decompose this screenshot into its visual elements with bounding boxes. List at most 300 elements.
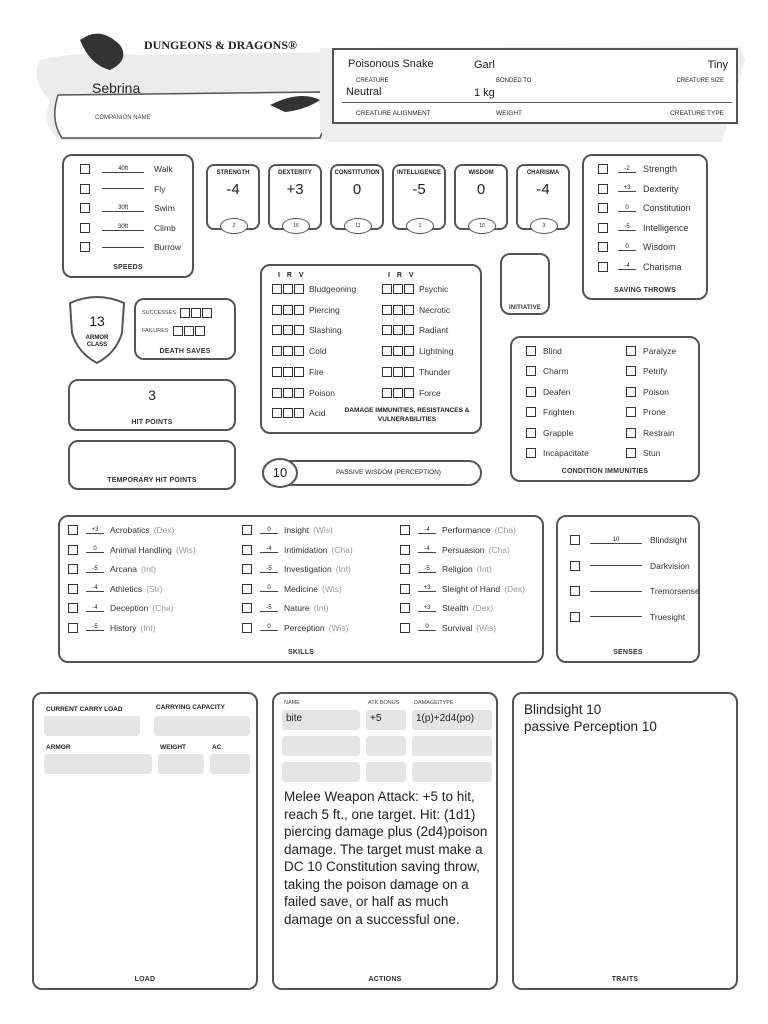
- sense-label: Truesight: [650, 611, 686, 622]
- damage-row: [382, 284, 448, 294]
- action-dmg-header: DAMAGE/TYPE: [414, 700, 454, 706]
- saving-throws-panel: [582, 154, 708, 300]
- save-row: [598, 242, 676, 252]
- save-value[interactable]: 0: [618, 205, 636, 212]
- ability-dexterity: [268, 164, 322, 230]
- save-checkbox[interactable]: [598, 223, 608, 233]
- failures-label: FAILURES: [142, 328, 169, 334]
- skill-checkbox[interactable]: [68, 584, 78, 594]
- skill-label: Religion: [442, 564, 473, 574]
- condition-checkbox[interactable]: [526, 346, 536, 356]
- condition-checkbox[interactable]: [526, 407, 536, 417]
- skill-ability: (Int): [140, 564, 157, 574]
- ability-wisdom: [454, 164, 508, 230]
- skill-row: [242, 603, 329, 613]
- ability-modifier[interactable]: +3: [286, 181, 304, 198]
- condition-checkbox[interactable]: [626, 387, 636, 397]
- type-label: CREATURE TYPE: [670, 110, 724, 117]
- action-dmg-field-2[interactable]: [412, 736, 492, 756]
- ability-charisma: [516, 164, 570, 230]
- hit-points-value[interactable]: 3: [148, 387, 156, 403]
- trait-line-1[interactable]: Blindsight 10: [524, 702, 602, 717]
- ability-score[interactable]: 10: [468, 218, 496, 234]
- save-label: Dexterity: [643, 183, 679, 194]
- bonded-value[interactable]: Garl: [474, 59, 495, 71]
- action-atk-header: ATK BONUS: [368, 700, 400, 706]
- condition-row: [526, 407, 574, 417]
- skill-label: Athletics: [110, 583, 143, 594]
- passive-wisdom-value[interactable]: 10: [262, 458, 298, 488]
- skill-row: [242, 564, 351, 574]
- skill-value[interactable]: 0: [86, 546, 104, 553]
- skill-label: Perception: [284, 622, 325, 633]
- ability-strength: [206, 164, 260, 230]
- action-name-field-3[interactable]: [282, 762, 360, 782]
- armor-class-shield[interactable]: [66, 293, 128, 365]
- ability-score[interactable]: 11: [344, 218, 372, 234]
- skill-ability: (Wis): [476, 622, 497, 633]
- condition-row: [626, 448, 661, 458]
- speed-row: [80, 242, 181, 252]
- trait-line-2[interactable]: passive Perception 10: [524, 719, 657, 734]
- skill-value[interactable]: -4: [86, 585, 104, 592]
- condition-checkbox[interactable]: [526, 366, 536, 376]
- skill-ability: (Cha): [488, 544, 510, 555]
- irv-checkboxes[interactable]: [382, 284, 414, 294]
- irv-checkboxes[interactable]: [272, 408, 304, 418]
- skill-label: Arcana: [110, 564, 137, 574]
- ability-score[interactable]: 3: [530, 218, 558, 234]
- condition-checkbox[interactable]: [526, 448, 536, 458]
- speeds-title: SPEEDS: [113, 264, 143, 271]
- condition-row: [626, 407, 666, 417]
- skill-ability: (Wis): [328, 622, 349, 633]
- skill-ability: (Int): [140, 622, 156, 633]
- ability-modifier[interactable]: 0: [352, 181, 362, 198]
- speed-label: Climb: [154, 222, 176, 233]
- passive-wisdom-bar[interactable]: [262, 460, 482, 486]
- sense-value[interactable]: [590, 565, 642, 566]
- creature-value[interactable]: Poisonous Snake: [348, 58, 434, 70]
- action-dmg-field-3[interactable]: [412, 762, 492, 782]
- condition-row: [526, 366, 569, 376]
- sense-label: Blindsight: [650, 535, 687, 545]
- irv-checkboxes[interactable]: [382, 346, 414, 356]
- skill-ability: (Int): [476, 564, 492, 574]
- ability-name: CHARISMA: [526, 170, 560, 176]
- condition-label: Restrain: [643, 427, 675, 438]
- condition-checkbox[interactable]: [626, 428, 636, 438]
- skill-value[interactable]: -4: [86, 605, 104, 612]
- speed-value[interactable]: [102, 188, 144, 189]
- skill-checkbox[interactable]: [242, 564, 252, 574]
- skill-checkbox[interactable]: [400, 545, 410, 555]
- skill-ability: (Cha): [494, 525, 516, 535]
- skill-row: [68, 525, 174, 535]
- speed-label: Walk: [154, 164, 173, 174]
- skill-label: Investigation: [284, 564, 332, 574]
- damage-type-label: Bludgeoning: [309, 284, 357, 294]
- conditions-title: CONDITION IMMUNITIES: [561, 468, 649, 475]
- skill-checkbox[interactable]: [242, 545, 252, 555]
- damage-row: [272, 284, 356, 294]
- speed-checkbox[interactable]: [80, 242, 90, 252]
- damage-type-label: Psychic: [419, 284, 449, 294]
- skill-value[interactable]: -4: [260, 546, 278, 553]
- sense-value[interactable]: [590, 616, 642, 617]
- condition-label: Frighten: [543, 407, 575, 418]
- skill-row: [400, 545, 510, 555]
- skill-ability: (Cha): [331, 544, 353, 555]
- speed-value[interactable]: 30ft: [102, 205, 144, 212]
- damage-type-label: Lightning: [419, 346, 454, 357]
- damage-title: DAMAGE IMMUNITIES, RESISTANCES & VULNERABILITIES: [344, 407, 470, 423]
- ability-name: WISDOM: [468, 170, 494, 176]
- death-saves-title: DEATH SAVES: [159, 348, 211, 355]
- skill-value[interactable]: -5: [86, 566, 104, 573]
- skill-label: Medicine: [284, 583, 319, 594]
- speed-row: [80, 223, 176, 233]
- skill-row: [400, 603, 493, 613]
- condition-checkbox[interactable]: [626, 366, 636, 376]
- condition-label: Deafen: [543, 386, 571, 397]
- skill-checkbox[interactable]: [68, 603, 78, 613]
- sense-label: Tremorsense: [650, 586, 700, 596]
- condition-label: Prone: [643, 407, 666, 418]
- skill-value[interactable]: -5: [260, 566, 278, 573]
- damage-row: [382, 325, 448, 335]
- irv-checkboxes[interactable]: [272, 367, 304, 377]
- alignment-value[interactable]: Neutral: [346, 86, 382, 98]
- ability-score[interactable]: 1: [406, 218, 434, 234]
- creature-label: CREATURE: [356, 78, 389, 84]
- ability-modifier[interactable]: -4: [536, 181, 550, 198]
- action-name-header: NAME: [284, 700, 300, 706]
- skill-checkbox[interactable]: [68, 623, 78, 633]
- speed-value[interactable]: 40ft: [102, 166, 144, 173]
- skill-checkbox[interactable]: [400, 603, 410, 613]
- skill-checkbox[interactable]: [68, 564, 78, 574]
- skill-value[interactable]: -5: [418, 566, 436, 573]
- skill-label: Persuasion: [442, 544, 485, 555]
- skill-row: [400, 584, 525, 594]
- alignment-label: CREATURE ALIGNMENT: [356, 110, 431, 117]
- speed-label: Burrow: [154, 242, 181, 252]
- damage-type-label: Cold: [309, 346, 327, 357]
- action-dmg-field[interactable]: 1(p)+2d4(po): [412, 710, 492, 730]
- irv-checkboxes[interactable]: [272, 284, 304, 294]
- damage-row: [272, 305, 340, 315]
- condition-checkbox[interactable]: [626, 448, 636, 458]
- irv-checkboxes[interactable]: [382, 325, 414, 335]
- save-checkbox[interactable]: [598, 164, 608, 174]
- speed-value[interactable]: [102, 247, 144, 248]
- damage-type-label: Fire: [309, 366, 324, 377]
- speeds-panel: [62, 154, 194, 278]
- action-atk-field[interactable]: +5: [366, 710, 406, 730]
- skill-ability: (Wis): [175, 544, 196, 555]
- speed-checkbox[interactable]: [80, 223, 90, 233]
- armor-weight-field[interactable]: [158, 754, 204, 774]
- armor-label: ARMOR: [46, 744, 71, 751]
- sense-row: [570, 561, 690, 571]
- skill-value[interactable]: 0: [418, 624, 436, 631]
- skill-ability: (Cha): [152, 603, 174, 613]
- ac-col-label: AC: [212, 744, 222, 751]
- armor-ac-field[interactable]: [210, 754, 250, 774]
- skill-label: History: [110, 622, 137, 633]
- skill-value[interactable]: 0: [260, 527, 278, 534]
- carry-capacity-field[interactable]: [154, 716, 250, 736]
- action-description[interactable]: Melee Weapon Attack: +5 to hit, reach 5 ft., one target. Hit: (1d1) piercing damage plus (2d4)poison damage. The target must make a DC 10 Constitution saving throw, taking the poison damage on a failed save, or half as much damage on a successful one.: [284, 789, 488, 927]
- success-checkboxes[interactable]: [180, 308, 212, 318]
- death-saves-panel: [134, 298, 236, 360]
- skill-value[interactable]: +3: [86, 527, 104, 534]
- skill-label: Stealth: [442, 603, 469, 613]
- armor-class-label: ARMOR CLASS: [85, 335, 109, 348]
- damage-row: [382, 305, 450, 315]
- skill-label: Performance: [442, 525, 491, 535]
- initiative-panel[interactable]: [500, 253, 550, 315]
- skill-checkbox[interactable]: [242, 623, 252, 633]
- damage-type-label: Slashing: [309, 325, 342, 336]
- save-row: [598, 203, 691, 213]
- skill-value[interactable]: 0: [260, 585, 278, 592]
- damage-type-label: Poison: [309, 387, 335, 398]
- skill-label: Insight: [284, 525, 310, 535]
- condition-label: Charm: [543, 366, 569, 377]
- irv-checkboxes[interactable]: [272, 388, 304, 398]
- skill-checkbox[interactable]: [400, 584, 410, 594]
- sense-row: [570, 586, 700, 596]
- senses-panel: [556, 515, 700, 663]
- speed-row: [80, 184, 165, 194]
- skill-checkbox[interactable]: [242, 603, 252, 613]
- skill-row: [400, 564, 492, 574]
- weight-col-label: WEIGHT: [160, 744, 186, 751]
- traits-panel: [512, 692, 738, 990]
- skill-value[interactable]: -5: [86, 624, 104, 631]
- skill-row: [242, 545, 353, 555]
- skill-ability: (Str): [146, 583, 163, 594]
- skill-value[interactable]: -5: [260, 605, 278, 612]
- skill-ability: (Dex): [153, 525, 175, 535]
- save-label: Charisma: [643, 261, 682, 272]
- armor-class-value[interactable]: 13: [89, 313, 105, 329]
- speed-checkbox[interactable]: [80, 164, 90, 174]
- ability-score[interactable]: 16: [282, 218, 310, 234]
- skill-checkbox[interactable]: [400, 623, 410, 633]
- conditions-panel: [510, 336, 700, 482]
- size-value[interactable]: Tiny: [707, 59, 728, 71]
- skill-label: Acrobatics: [110, 525, 150, 535]
- traits-title: TRAITS: [611, 976, 639, 983]
- action-atk-field-3[interactable]: [366, 762, 406, 782]
- action-name-field[interactable]: bite: [282, 710, 360, 730]
- sense-checkbox[interactable]: [570, 561, 580, 571]
- irv-header-left: I R V: [278, 272, 304, 279]
- ability-score[interactable]: 2: [220, 218, 248, 234]
- initiative-label: INITIATIVE: [508, 305, 542, 311]
- sense-value[interactable]: [590, 591, 642, 592]
- condition-row: [526, 346, 562, 356]
- ability-modifier[interactable]: -5: [412, 181, 426, 198]
- condition-label: Paralyze: [643, 346, 677, 356]
- damage-row: [382, 346, 454, 356]
- skill-checkbox[interactable]: [68, 545, 78, 555]
- irv-checkboxes[interactable]: [272, 325, 304, 335]
- ability-name: CONSTITUTION: [334, 170, 380, 176]
- save-label: Constitution: [643, 203, 691, 213]
- carry-capacity-label: CARRYING CAPACITY: [156, 704, 225, 711]
- skill-value[interactable]: +3: [418, 605, 436, 612]
- actions-panel: [272, 692, 498, 990]
- ability-name: STRENGTH: [216, 170, 250, 176]
- condition-checkbox[interactable]: [626, 407, 636, 417]
- condition-checkbox[interactable]: [626, 346, 636, 356]
- bonded-label: BONDED TO: [496, 78, 532, 84]
- irv-checkboxes[interactable]: [382, 367, 414, 377]
- skill-ability: (Int): [335, 564, 351, 574]
- header-banner: [20, 30, 750, 142]
- save-row: [598, 223, 689, 233]
- saving-throws-title: SAVING THROWS: [614, 287, 676, 294]
- shield-icon: [66, 293, 128, 365]
- condition-label: Stun: [643, 448, 661, 458]
- condition-row: [626, 387, 669, 397]
- hit-points-panel[interactable]: [68, 379, 236, 431]
- ability-modifier[interactable]: 0: [476, 181, 486, 198]
- irv-checkboxes[interactable]: [272, 305, 304, 315]
- skill-row: [68, 584, 163, 594]
- irv-checkboxes[interactable]: [382, 388, 414, 398]
- armor-field[interactable]: [44, 754, 152, 774]
- save-row: [598, 164, 677, 174]
- load-title: LOAD: [134, 976, 156, 983]
- damage-row: [382, 367, 451, 377]
- skill-checkbox[interactable]: [68, 525, 78, 535]
- carry-load-label: CURRENT CARRY LOAD: [46, 706, 123, 713]
- skill-value[interactable]: -4: [418, 527, 436, 534]
- size-label: CREATURE SIZE: [676, 78, 724, 84]
- action-name-field-2[interactable]: [282, 736, 360, 756]
- condition-row: [526, 448, 589, 458]
- skill-row: [242, 584, 342, 594]
- skill-value[interactable]: +3: [418, 585, 436, 592]
- skill-row: [68, 545, 196, 555]
- condition-label: Petrify: [643, 366, 668, 377]
- condition-checkbox[interactable]: [526, 387, 536, 397]
- sense-checkbox[interactable]: [570, 612, 580, 622]
- skill-checkbox[interactable]: [242, 584, 252, 594]
- dnd-logo: DUNGEONS & DRAGONS®: [144, 38, 297, 52]
- save-value[interactable]: -5: [618, 224, 636, 231]
- save-value[interactable]: +3: [618, 185, 636, 192]
- action-atk-field-2[interactable]: [366, 736, 406, 756]
- damage-row: [382, 388, 441, 398]
- condition-row: [626, 428, 675, 438]
- speed-value[interactable]: 30ft: [102, 224, 144, 231]
- sense-row: [570, 535, 687, 545]
- hit-points-label: HIT POINTS: [131, 419, 173, 426]
- companion-name[interactable]: Sebrina: [92, 80, 141, 96]
- sense-checkbox[interactable]: [570, 535, 580, 545]
- save-checkbox[interactable]: [598, 262, 608, 272]
- skill-checkbox[interactable]: [400, 525, 410, 535]
- speed-label: Swim: [154, 203, 175, 213]
- save-value[interactable]: -2: [618, 166, 636, 173]
- temp-hp-label: TEMPORARY HIT POINTS: [107, 477, 197, 484]
- carry-load-field[interactable]: [44, 716, 140, 736]
- ability-modifier[interactable]: -4: [226, 181, 240, 198]
- condition-row: [626, 366, 667, 376]
- skill-ability: (Wis): [313, 525, 333, 535]
- skill-checkbox[interactable]: [400, 564, 410, 574]
- speed-row: [80, 164, 173, 174]
- damage-type-label: Piercing: [309, 304, 340, 315]
- skill-label: Animal Handling: [110, 544, 172, 555]
- condition-row: [626, 346, 676, 356]
- condition-label: Grapple: [543, 427, 574, 438]
- save-value[interactable]: -4: [618, 263, 636, 270]
- irv-header-right: I R V: [388, 272, 414, 279]
- sense-checkbox[interactable]: [570, 586, 580, 596]
- condition-label: Poison: [643, 386, 669, 397]
- skill-ability: (Int): [313, 603, 329, 613]
- speed-row: [80, 203, 175, 213]
- save-checkbox[interactable]: [598, 184, 608, 194]
- skill-label: Deception: [110, 603, 149, 613]
- damage-row: [272, 408, 326, 418]
- skill-checkbox[interactable]: [242, 525, 252, 535]
- successes-label: SUCCESSES: [142, 310, 176, 316]
- skill-label: Intimidation: [284, 544, 328, 555]
- skill-row: [400, 623, 496, 633]
- weight-label: WEIGHT: [496, 110, 522, 117]
- ability-name: DEXTERITY: [278, 170, 312, 176]
- skill-label: Sleight of Hand: [442, 583, 501, 594]
- irv-checkboxes[interactable]: [272, 346, 304, 356]
- load-panel: [32, 692, 258, 990]
- skill-value[interactable]: -4: [418, 546, 436, 553]
- skill-row: [400, 525, 516, 535]
- save-checkbox[interactable]: [598, 203, 608, 213]
- weight-value[interactable]: 1 kg: [474, 87, 495, 99]
- speed-checkbox[interactable]: [80, 184, 90, 194]
- skill-ability: (Dex): [504, 583, 525, 594]
- sense-value[interactable]: 10: [590, 537, 642, 544]
- skill-value[interactable]: 0: [260, 624, 278, 631]
- speed-checkbox[interactable]: [80, 203, 90, 213]
- skill-row: [242, 623, 348, 633]
- damage-type-label: Force: [419, 387, 441, 398]
- damage-row: [272, 346, 326, 356]
- irv-checkboxes[interactable]: [382, 305, 414, 315]
- sense-label: Darkvision: [650, 560, 690, 571]
- condition-checkbox[interactable]: [526, 428, 536, 438]
- save-checkbox[interactable]: [598, 242, 608, 252]
- temp-hp-panel[interactable]: [68, 440, 236, 490]
- ability-constitution: [330, 164, 384, 230]
- save-label: Intelligence: [643, 222, 689, 233]
- skill-row: [242, 525, 333, 535]
- passive-wisdom-label: PASSIVE WISDOM (PERCEPTION): [336, 469, 441, 476]
- failure-checkboxes[interactable]: [173, 326, 205, 336]
- ability-intelligence: [392, 164, 446, 230]
- save-value[interactable]: 0: [618, 244, 636, 251]
- skill-ability: (Dex): [472, 603, 494, 613]
- damage-type-label: Acid: [309, 408, 326, 419]
